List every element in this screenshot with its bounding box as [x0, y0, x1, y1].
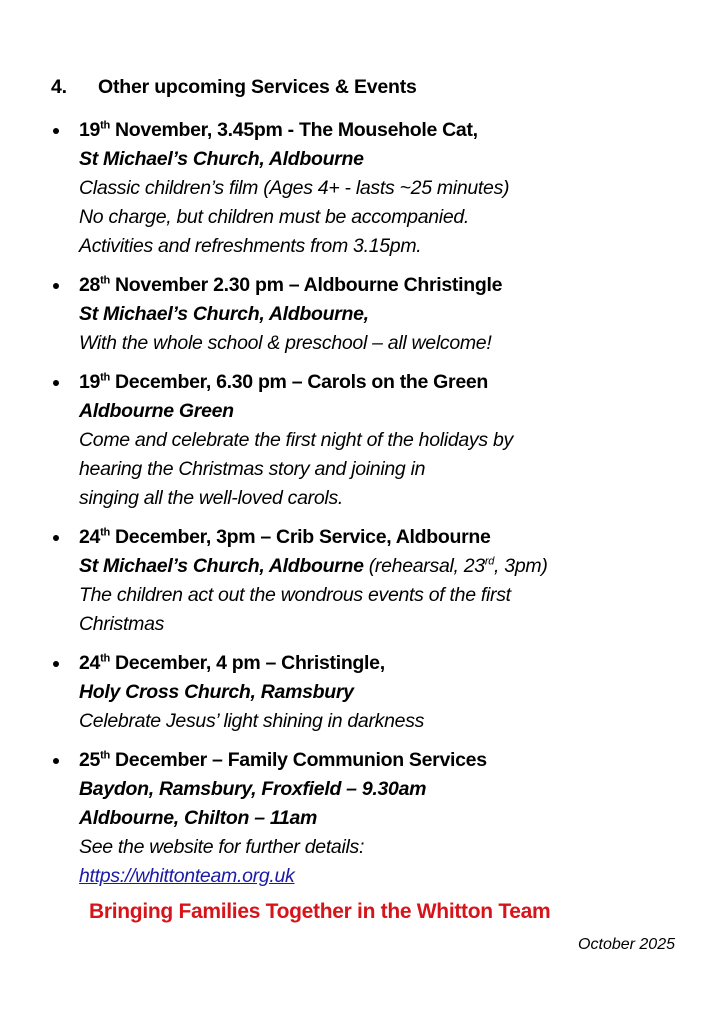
bullet-icon	[53, 380, 59, 386]
event-location: Aldbourne, Chilton – 11am	[79, 807, 318, 829]
event-location: Holy Cross Church, Ramsbury	[79, 681, 354, 703]
event-location: Aldbourne Green	[79, 400, 234, 422]
event-detail: Celebrate Jesus’ light shining in darkness	[79, 710, 425, 732]
bullet-icon	[53, 283, 59, 289]
event-title: 24th December, 3pm – Crib Service, Aldbourne	[79, 526, 491, 548]
bullet-icon	[53, 661, 59, 667]
event-detail: See the website for further details:	[79, 836, 365, 858]
event-title: 19th November, 3.45pm - The Mousehole Cat,	[79, 119, 478, 141]
event-detail: The children act out the wondrous events of the first	[79, 584, 511, 606]
event-detail: No charge, but children must be accompanied.	[79, 206, 470, 228]
event-location-line	[79, 552, 698, 581]
event-title: 24th December, 4 pm – Christingle,	[79, 652, 385, 674]
event-title: 25th December – Family Communion Services	[79, 749, 487, 771]
event-detail: Come and celebrate the first night of the holidays by	[79, 429, 513, 451]
event-title: 28th November 2.30 pm – Aldbourne Christingle	[79, 274, 503, 296]
event-item	[48, 746, 698, 891]
bullet-icon	[53, 535, 59, 541]
event-location: St Michael’s Church, Aldbourne	[79, 148, 364, 170]
event-item	[48, 649, 698, 736]
event-item	[48, 116, 698, 261]
events-list	[48, 116, 698, 901]
section-number: 4.	[51, 76, 67, 98]
event-item	[48, 368, 698, 513]
website-link[interactable]: https://whittonteam.org.uk	[79, 865, 295, 887]
event-detail: Activities and refreshments from 3.15pm.	[79, 235, 422, 257]
event-item	[48, 271, 698, 358]
event-detail: hearing the Christmas story and joining in	[79, 458, 426, 480]
bullet-icon	[53, 128, 59, 134]
section-heading	[51, 76, 417, 99]
event-detail: With the whole school & preschool – all welcome!	[79, 332, 492, 354]
rehearsal-note: (rehearsal, 23rd, 3pm)	[363, 555, 548, 577]
tagline: Bringing Families Together in the Whitton Team	[89, 900, 551, 923]
event-detail: Classic children’s film (Ages 4+ - lasts ~25 minutes)	[79, 177, 510, 199]
event-location: Baydon, Ramsbury, Froxfield – 9.30am	[79, 778, 427, 800]
event-detail: Christmas	[79, 613, 165, 635]
event-detail: singing all the well-loved carols.	[79, 487, 344, 509]
event-title: 19th December, 6.30 pm – Carols on the Green	[79, 371, 489, 393]
event-location: St Michael’s Church, Aldbourne,	[79, 303, 369, 325]
section-title: Other upcoming Services & Events	[98, 76, 417, 98]
event-location: St Michael’s Church, Aldbourne	[79, 555, 364, 577]
bullet-icon	[53, 758, 59, 764]
issue-date: October 2025	[578, 936, 675, 953]
event-item	[48, 523, 698, 639]
